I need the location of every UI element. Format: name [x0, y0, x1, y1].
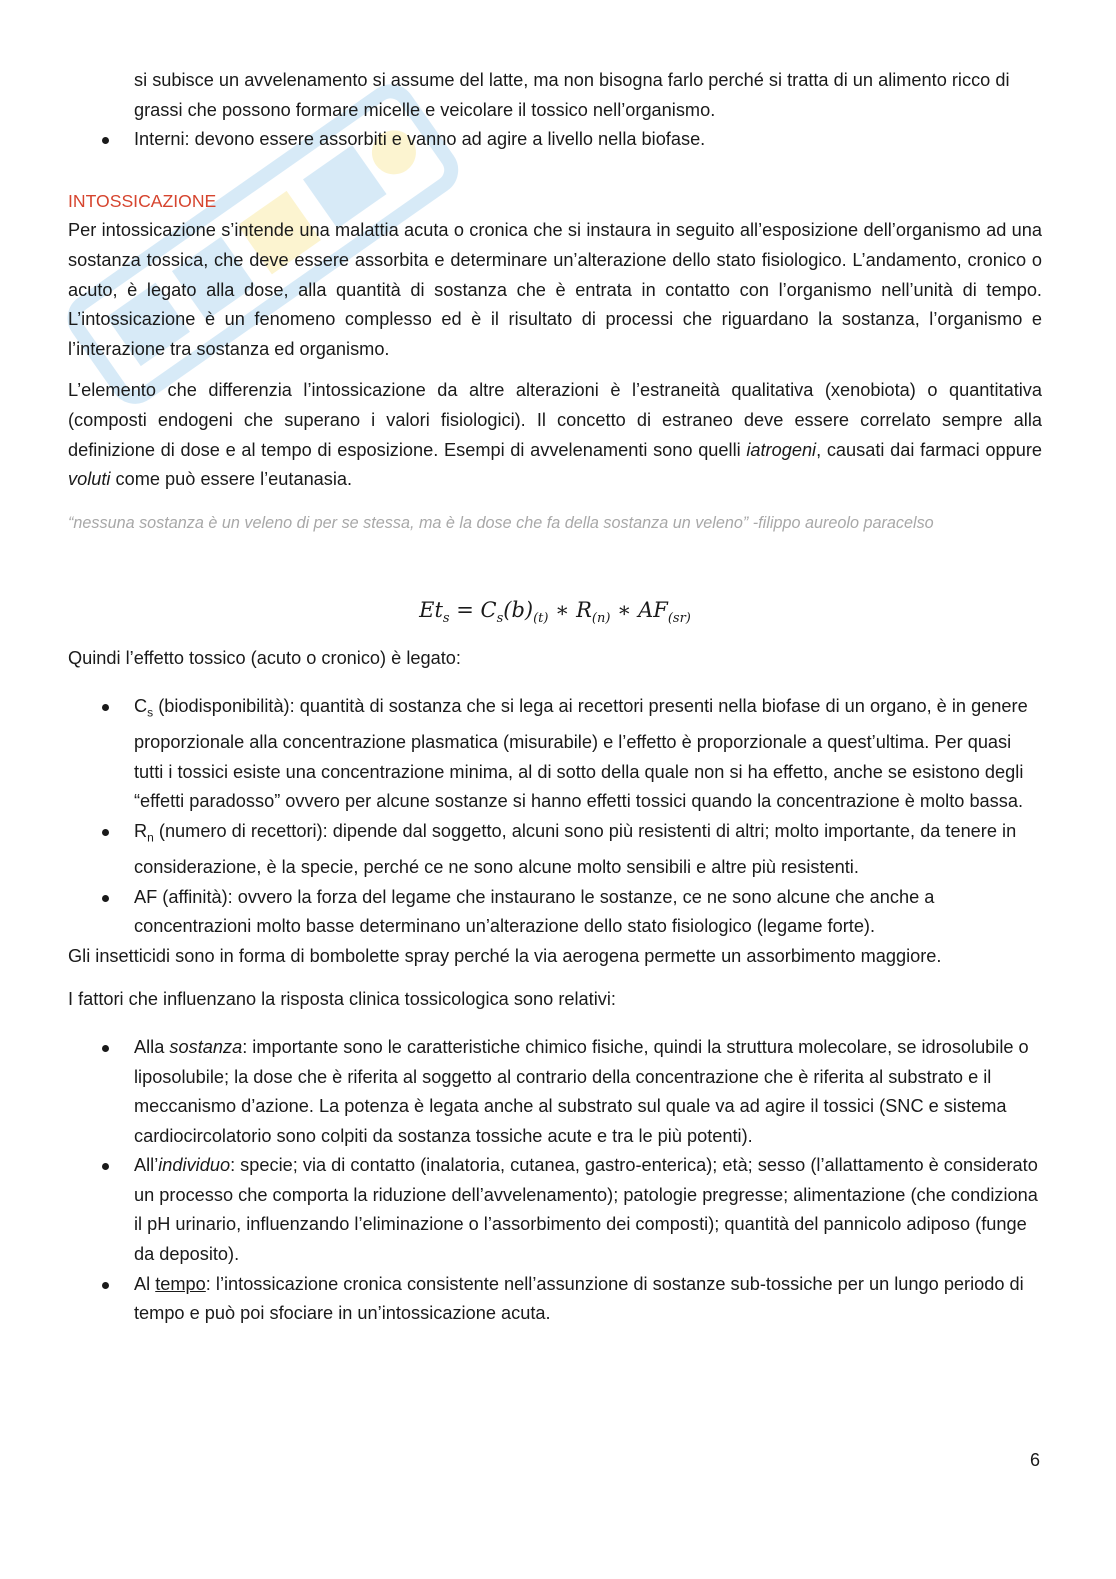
- para2-em-iatrogeni: iatrogeni: [746, 439, 817, 460]
- rn-text: (numero di recettori): dipende dal soggetto, alcuni sono più resistenti di altri; molto importante, da tenere in considerazione, è la specie, perché ce ne sono alcune molto sensibili e altre più resistenti.: [134, 820, 1017, 877]
- document-page: [68, 66, 1042, 1329]
- formula-c-sub: s: [496, 611, 504, 627]
- cs-sub: s: [147, 705, 154, 720]
- paragraph-definition: Per intossicazione s’intende una malattia acuta o cronica che si instaura in seguito all’esposizione dell’organismo ad una sostanza tossica, che deve essere assorbita e determinare un’alterazione dello stato fisiologico. L’andamento, cronico o acuto, è legato alla dose, alla quantità di sostanza che è entrata in contatto con l’organismo nell’unità di tempo. L’intossicazione è un fenomeno complesso ed è il risultato di processi che riguardano la sostanza, l’organismo e l’interazione tra sostanza ed organismo.: [68, 220, 1042, 359]
- para2-em-voluti: voluti: [68, 469, 111, 490]
- formula-eq: = C: [449, 598, 497, 623]
- f2-pre: All’: [134, 1155, 159, 1176]
- cs-symbol: C: [134, 695, 148, 716]
- f1-text: : importante sono le caratteristiche chimico fisiche, quindi la struttura molecolare, se idrosolubile o liposolubile; la dose che è riferita al soggetto al contrario della concentrazione che è riferita al substrato e il meccanismo d’azione. La potenza è legata anche al substrato sul quale va ad agire il tossici (SNC e sistema cardiocircolatorio sono colpiti da sostanza tossiche acute e tra le più potenti).: [134, 1036, 1029, 1146]
- effect-item-rn: [68, 817, 1042, 883]
- formula-r-sub: (n): [591, 611, 611, 627]
- effect-item-af: AF (affinità): ovvero la forza del legame che instaurano le sostanze, ce ne sono alcune che anche a concentrazioni molto basse determinano un’alterazione dello stato fisiologico (legame forte).: [68, 883, 1042, 942]
- intro-list: [68, 125, 1042, 155]
- section-heading: INTOSSICAZIONE: [68, 190, 217, 211]
- f2-em: individuo: [158, 1155, 231, 1176]
- formula-t-sub: (t): [533, 611, 549, 627]
- para2-text-b: , causati dai farmaci oppure: [816, 439, 1042, 460]
- formula-af: ∗ AF: [610, 598, 668, 623]
- formula-b: (b): [503, 598, 534, 623]
- factors-list: [68, 1033, 1042, 1329]
- paragraph-estraneita: [68, 376, 1042, 494]
- bullet-interni: Interni: devono essere assorbiti e vanno ad agire a livello nella biofase.: [68, 125, 1042, 155]
- rn-symbol: R: [134, 820, 148, 841]
- effect-intro: Quindi l’effetto tossico (acuto o cronico) è legato:: [68, 648, 461, 669]
- cs-text: (biodisponibilità): quantità di sostanza che si lega ai recettori presenti nella biofase di un organo, è in genere proporzionale alla concentrazione plasmatica (misurabile) e l’effetto è proporzionale a quest’ultima. Per quasi tutti i tossici esiste una concentrazione minima, al di sotto della quale non si ha effetto, anche se esistono degli “effetti paradosso” ovvero per alcune sostanze si hanno effetti tossici quando la concentrazione è molto bassa.: [134, 695, 1028, 812]
- effect-list: [68, 692, 1042, 942]
- intro-continuation: si subisce un avvelenamento si assume del latte, ma non bisogna farlo perché si tratta di un alimento ricco di grassi che possono formare micelle e veicolare il tossico nell’organismo.: [134, 70, 1010, 120]
- factor-individuo: [68, 1151, 1042, 1269]
- effect-item-cs: [68, 692, 1042, 817]
- factor-tempo: [68, 1270, 1042, 1329]
- f3-pre: Al: [134, 1273, 156, 1294]
- insetticidi-note: Gli insetticidi sono in forma di bombolette spray perché la via aerogena permette un assorbimento maggiore.: [68, 945, 942, 966]
- factor-sostanza: [68, 1033, 1042, 1151]
- formula-lhs: Et: [419, 598, 443, 623]
- para2-text-a: L’elemento che differenzia l’intossicazione da altre alterazioni è l’estraneità qualitativa (xenobiota) o quantitativa (composti endogeni che superano i valori fisiologici). Il concetto di estraneo deve essere correlato sempre alla definizione di dose e al tempo di esposizione. Esempi di avvelenamenti sono quelli: [68, 380, 1042, 460]
- formula-af-sub: (sr): [667, 611, 691, 627]
- factors-intro: I fattori che influenzano la risposta clinica tossicologica sono relativi:: [68, 989, 616, 1010]
- toxic-effect-formula: [68, 596, 1042, 634]
- para2-text-c: come può essere l’eutanasia.: [110, 469, 353, 490]
- paracelso-quote: “nessuna sostanza è un veleno di per se stessa, ma è la dose che fa della sostanza un veleno” -filippo aureolo paracelso: [68, 513, 934, 532]
- f3-underline: tempo: [155, 1273, 206, 1294]
- formula-lhs-sub: s: [442, 611, 450, 627]
- formula-r: ∗ R: [548, 598, 592, 623]
- f1-pre: Alla: [134, 1036, 170, 1057]
- rn-sub: n: [147, 830, 154, 845]
- f2-text: : specie; via di contatto (inalatoria, cutanea, gastro-enterica); età; sesso (l’allattamento è considerato un processo che comporta la riduzione dell’avvelenamento); patologie pregresse; alimentazione (che condiziona il pH urinario, influenzando l’eliminazione o l’assorbimento dei composti); quantità del pannicolo adiposo (funge da deposito).: [134, 1155, 1038, 1265]
- f1-em: sostanza: [169, 1036, 243, 1057]
- f3-text: : l’intossicazione cronica consistente nell’assunzione di sostanze sub-tossiche per un lungo periodo di tempo e può poi sfociare in un’intossicazione acuta.: [134, 1273, 1024, 1324]
- page-number: 6: [1030, 1450, 1041, 1470]
